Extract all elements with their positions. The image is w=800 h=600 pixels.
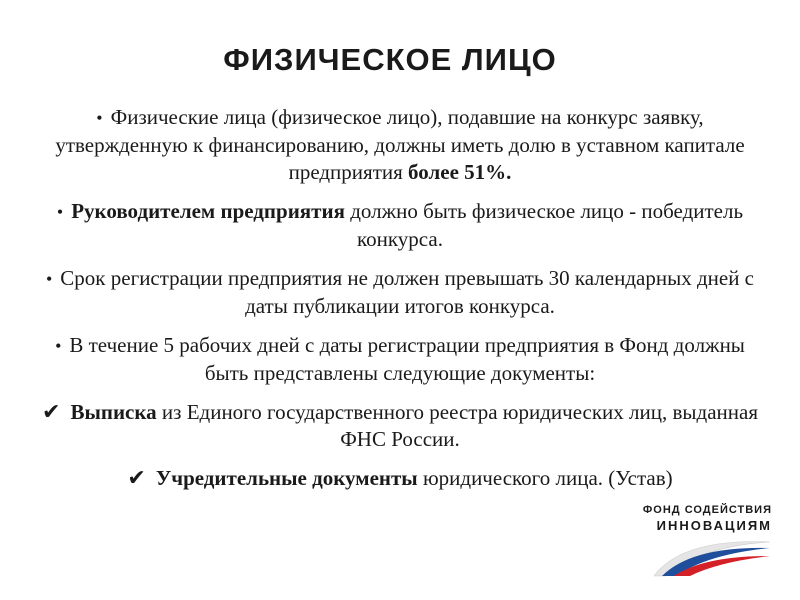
item-text-tail: должно быть физическое лицо - победитель конкурса. xyxy=(344,199,744,251)
item-text: Срок регистрации предприятия не должен превышать 30 календарных дней с даты публикации итогов конкурса. xyxy=(60,266,755,318)
bullet-list xyxy=(40,104,760,504)
item-bold-text: Руководителем предприятия xyxy=(71,199,345,223)
list-item xyxy=(40,198,760,253)
bullet-marker: • xyxy=(56,202,64,222)
list-item xyxy=(40,465,760,492)
logo-text-line2: ИННОВАЦИЯМ xyxy=(656,518,772,533)
item-text: Физические лица (физическое лицо), подавшие на конкурс заявку, утвержденную к финансированию, должны иметь долю в уставном капитале предприятия xyxy=(55,105,745,184)
list-item xyxy=(40,265,760,320)
slide-title: ФИЗИЧЕСКОЕ ЛИЦО xyxy=(223,42,557,77)
list-item xyxy=(40,399,760,453)
checkmark-icon: ✔ xyxy=(127,466,146,491)
bullet-marker: • xyxy=(96,108,103,128)
bullet-marker: • xyxy=(55,336,62,356)
flag-swoosh-icon xyxy=(652,536,772,578)
item-bold-text: Учредительные документы xyxy=(155,466,418,490)
checkmark-icon: ✔ xyxy=(42,400,61,425)
item-text: В течение 5 рабочих дней с даты регистрации предприятия в Фонд должны быть представлены следующие документы: xyxy=(69,333,745,385)
item-bold-text: более 51%. xyxy=(408,160,512,184)
bullet-marker: • xyxy=(45,269,53,289)
logo-text-line1: ФОНД СОДЕЙСТВИЯ xyxy=(642,504,772,516)
item-text-tail: юридического лица. (Устав) xyxy=(417,466,673,490)
item-bold-text: Выписка xyxy=(70,400,157,424)
list-item xyxy=(40,104,760,186)
fund-logo xyxy=(642,502,772,580)
list-item xyxy=(40,332,760,387)
item-text-tail: из Единого государственного реестра юридических лиц, выданная ФНС России. xyxy=(156,400,758,451)
